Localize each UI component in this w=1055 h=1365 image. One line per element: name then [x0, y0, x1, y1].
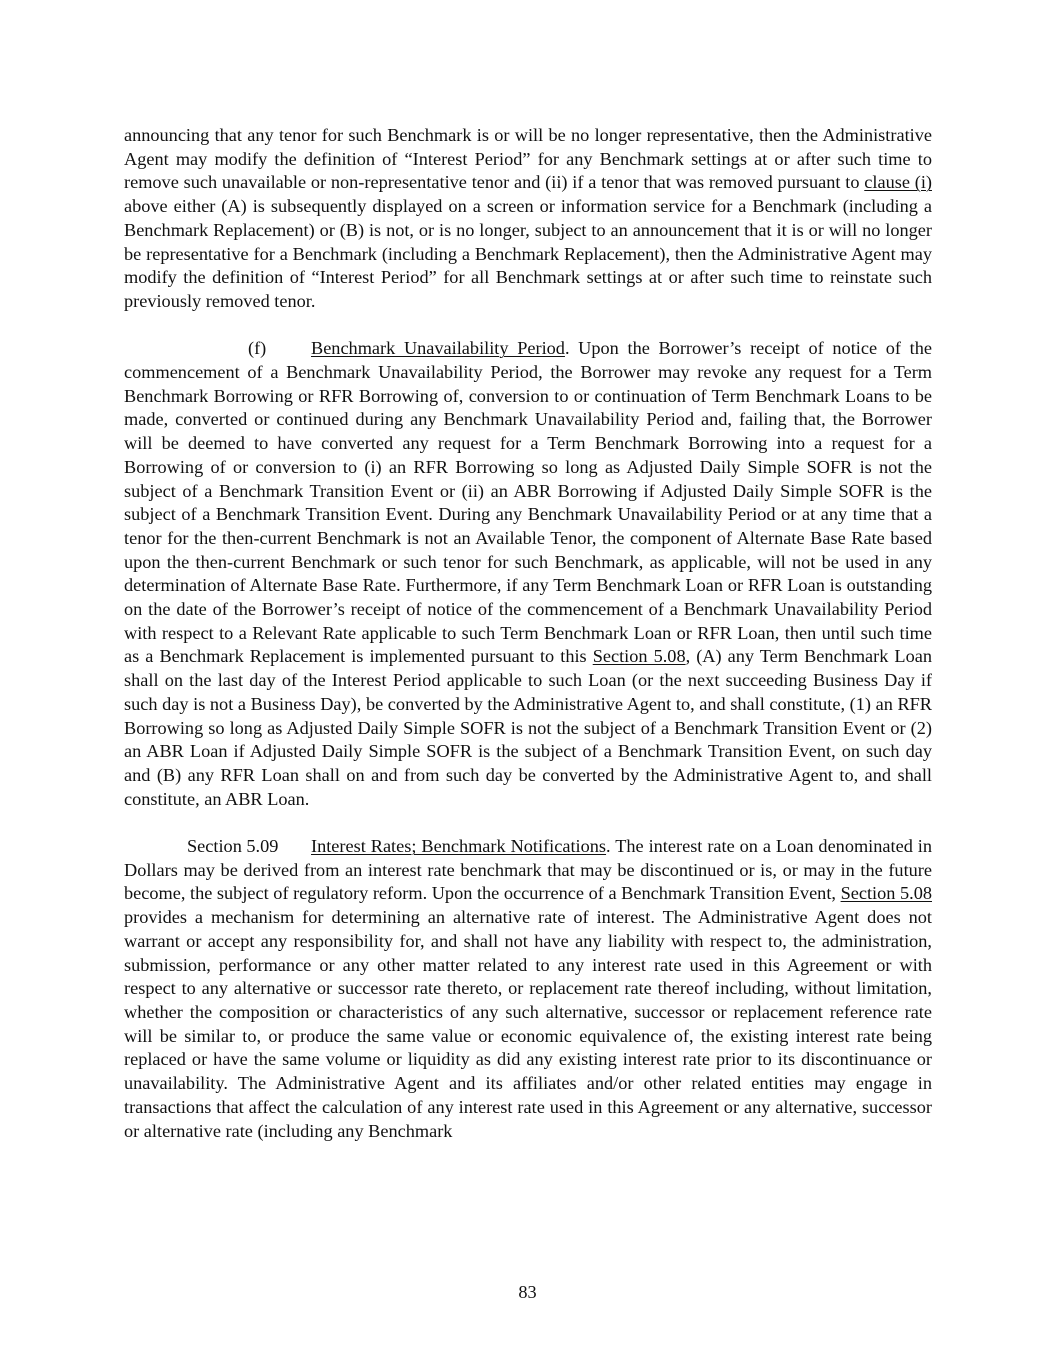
clause-i-reference: clause (i): [864, 172, 932, 193]
page-number: 83: [518, 1282, 537, 1302]
section-5-09-label: Section 5.09: [187, 836, 279, 857]
section-5-09: [124, 835, 932, 1143]
section-5-09-text-2: provides a mechanism for determining an alternative rate of interest. The Administrative Agent does not warrant or accept any responsibility for, and shall not have any liability with respect to, the administration, submission, performance or any other matter related to any interest rate used in this Agreement or with respect to any alternative or successor rate thereto, or replacement rate thereof including, without limitation, whether the composition or characteristics of any such alternative, successor or replacement reference rate will be similar to, or produce the same value or economic equivalence of, the existing interest rate being replaced or have the same volume or liquidity as did any existing interest rate prior to its discontinuance or unavailability. The Administrative Agent and its affiliates and/or other related entities may engage in transactions that affect the calculation of any interest rate used in this Agreement or any alternative, successor or alternative rate (including any Benchmark: [124, 907, 932, 1141]
section-5-09-heading: Interest Rates; Benchmark Notifications: [311, 836, 607, 857]
paragraph-f-text-2: , (A) any Term Benchmark Loan shall on the last day of the Interest Period applicable to such Loan (or the next succeeding Business Day if such day is not a Business Day), be converted by the Administrative Agent to, and shall constitute, (1) an RFR Borrowing so long as Adjusted Daily Simple SOFR is not the subject of a Benchmark Transition Event or (2) an ABR Loan if Adjusted Daily Simple SOFR is the subject of a Benchmark Transition Event, on such day and (B) any RFR Loan shall on and from such day be converted by the Administrative Agent to, and shall constitute, an ABR Loan.: [124, 646, 932, 809]
section-5-08-reference: Section 5.08: [592, 646, 686, 667]
paragraph-continued: [124, 124, 932, 314]
paragraph-f-label: (f): [248, 338, 267, 359]
section-5-09-text: . The interest rate on a Loan denominated in Dollars may be derived from an interest rate benchmark that may be discontinued or is, or may in the future become, the subject of regulatory reform. Upon the occurrence of a Benchmark Transition Event,: [124, 836, 933, 904]
section-5-08-reference-2: Section 5.08: [840, 883, 932, 904]
paragraph-1-text: announcing that any tenor for such Benchmark is or will be no longer representative, then the Administrative Agent may modify the definition of “Interest Period” for any Benchmark settings at or after such time to remove such unavailable or non-representative tenor and (ii) if a tenor that was removed pursuant to: [124, 125, 932, 193]
paragraph-f-text: . Upon the Borrower’s receipt of notice of the commencement of a Benchmark Unavailability Period, the Borrower may revoke any request for a Term Benchmark Borrowing or RFR Borrowing of, conversion to or continuation of Term Benchmark Loans to be made, converted or continued during any Benchmark Unavailability Period and, failing that, the Borrower will be deemed to have converted any request for a Term Benchmark Borrowing into a request for a Borrowing of or conversion to (i) an RFR Borrowing so long as Adjusted Daily Simple SOFR is not the subject of a Benchmark Transition Event or (ii) an ABR Borrowing if Adjusted Daily Simple SOFR is the subject of a Benchmark Transition Event. During any Benchmark Unavailability Period or at any time that a tenor for the then-current Benchmark is not an Available Tenor, the component of Alternate Base Rate based upon the then-current Benchmark or such tenor for such Benchmark, as applicable, will not be used in any determination of Alternate Base Rate. Furthermore, if any Term Benchmark Loan or RFR Loan is outstanding on the date of the Borrower’s receipt of notice of the commencement of a Benchmark Unavailability Period with respect to a Relevant Rate applicable to such Term Benchmark Loan or RFR Loan, then until such time as a Benchmark Replacement is implemented pursuant to this: [124, 338, 932, 667]
paragraph-f: [124, 337, 932, 811]
paragraph-f-heading: Benchmark Unavailability Period: [311, 338, 565, 359]
paragraph-1-text-2: above either (A) is subsequently displayed on a screen or information service for a Benchmark (including a Benchmark Replacement) or (B) is not, or is no longer, subject to an announcement that it is or will no longer be representative for a Benchmark (including a Benchmark Replacement), then the Administrative Agent may modify the definition of “Interest Period” for all Benchmark settings at or after such time to reinstate such previously removed tenor.: [124, 196, 932, 311]
document-body: [124, 124, 932, 1143]
